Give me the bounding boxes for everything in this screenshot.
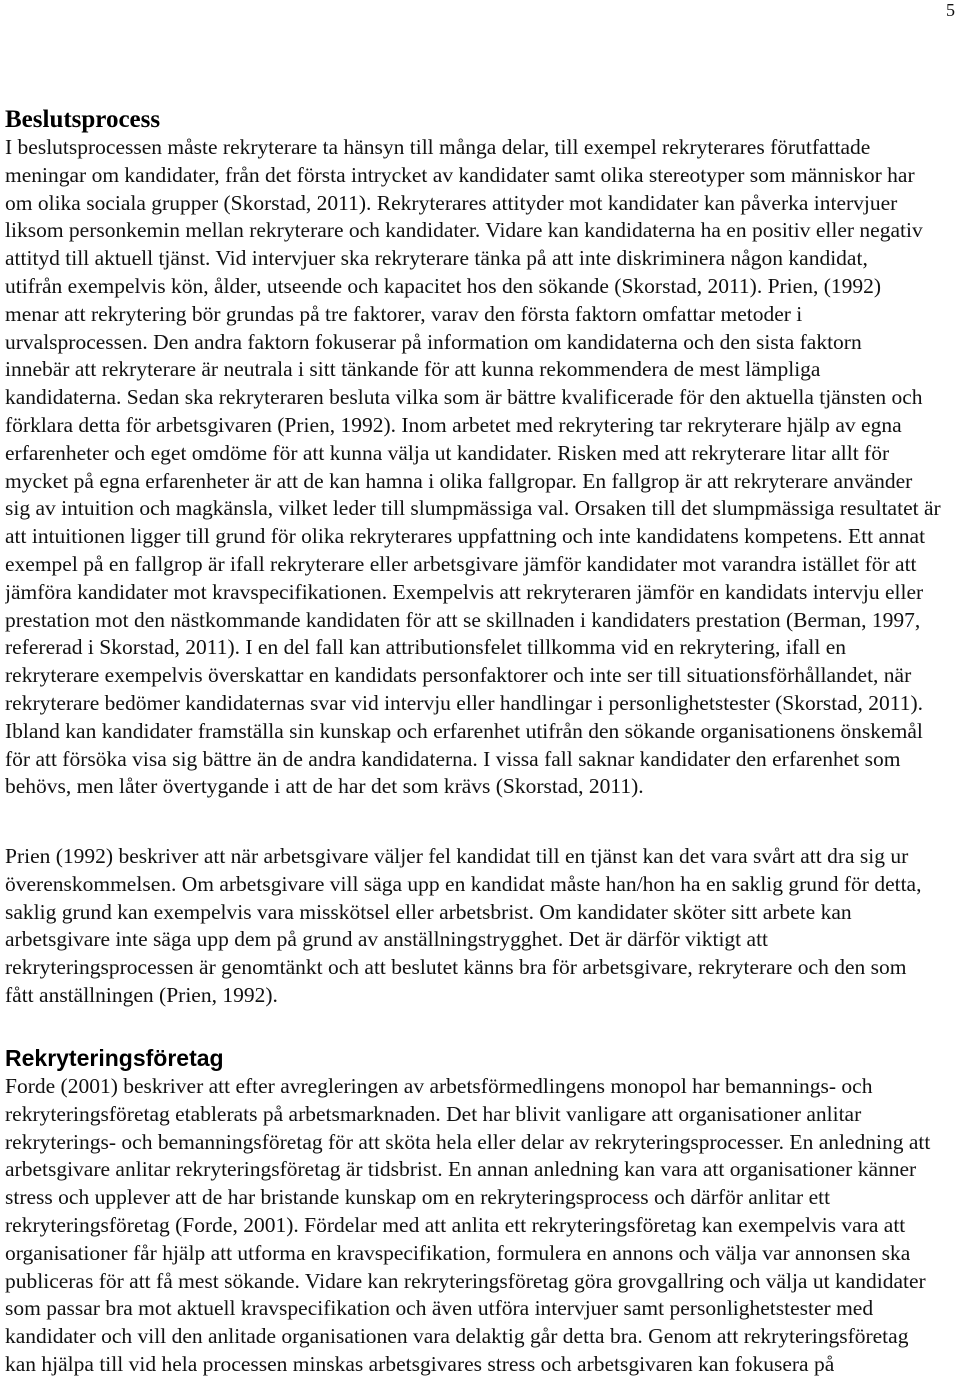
text-line: erfarenheter och eget omdöme för att kunna välja ut kandidater. Risken med att rekryterare litar allt för <box>5 440 890 465</box>
text-line: jämföra kandidater mot kravspecifikationen. Exempelvis att rekryteraren jämför en kandidats intervju eller <box>5 579 924 604</box>
text-line: saklig grund kan exempelvis vara misskötsel eller arbetsbrist. Om kandidater sköter sitt arbete kan <box>5 899 852 924</box>
text-line: attityd till aktuell tjänst. Vid intervjuer ska rekryterare tänka på att inte diskriminera någon kandidat, <box>5 246 868 271</box>
text-line: Forde (2001) beskriver att efter avregleringen av arbetsförmedlingens monopol har bemannings- och <box>5 1074 873 1098</box>
text-line: Prien (1992) beskriver att när arbetsgivare väljer fel kandidat till en tjänst kan det vara svårt att dra sig ur <box>5 844 909 868</box>
text-line: rekryteringsprocessen är genomtänkt och att beslutet känns bra för arbetsgivare, rekryterare och den som <box>5 955 907 980</box>
text-line: arbetsgivare anlitar rekryteringsföretag är tidsbrist. En annan anledning kan vara att organisationer känner <box>5 1157 917 1182</box>
text-line: prestation mot den nästkommande kandidaten för att se skillnaden i kandidaters prestation (Berman, 1997, <box>5 607 921 632</box>
text-line: behövs, men låter övertygande i att de har det som krävs (Skorstad, 2011). <box>5 774 644 799</box>
text-line: rekryterare bedömer kandidaternas svar vid intervju eller handlingar i personlighetstester (Skorstad, 2011). <box>5 690 924 715</box>
text-line: om olika sociala grupper (Skorstad, 2011). Rekryterares attityder mot kandidater kan påverka intervjuer <box>5 190 898 215</box>
paragraph-beslutsprocess-1 <box>5 134 955 801</box>
text-line: stress och upplever att de har bristande kunskap om en rekryteringsprocess och därför anlitar ett <box>5 1185 831 1210</box>
text-line: menar att rekrytering bör grundas på tre faktorer, varav den första faktorn omfattar metoder i <box>5 301 803 326</box>
text-line: publiceras för att få mest sökande. Vidare kan rekryteringsföretag göra grovgallring och välja ut kandidater <box>5 1268 926 1293</box>
text-line: kan hjälpa till vid hela processen minskas arbetsgivares stress och arbetsgivaren kan fokusera på <box>5 1351 835 1376</box>
text-line: Ibland kan kandidater framställa sin kunskap och erfarenhet utifrån den sökande organisationens önskemål <box>5 718 923 743</box>
text-line: för att försöka visa sig bättre än de andra kandidaterna. I vissa fall saknar kandidater den erfarenhet som <box>5 746 901 771</box>
text-line: liksom personkemin mellan rekryterare och kandidater. Vidare kan kandidaterna ha en positiv eller negativ <box>5 218 923 243</box>
page-number: 5 <box>946 0 955 20</box>
text-line: rekryterings- och bemanningsföretag för att sköta hela eller delar av rekryteringsprocesser. En anledning att <box>5 1129 931 1154</box>
text-line: kandidater och vill den anlitade organisationen vara delaktig går detta bra. Genom att rekryteringsföretag <box>5 1324 909 1349</box>
text-line: organisationer får hjälp att utforma en kravspecifikation, formulera en annons och välja var annonsen ska <box>5 1240 911 1265</box>
text-line: att intuitionen ligger till grund för olika rekryterares uppfattning och inte kandidatens kompetens. Ett annat <box>5 524 926 549</box>
section-heading-rekryteringsforetag: Rekryteringsföretag <box>5 1045 224 1071</box>
text-line: meningar om kandidater, från det första intrycket av kandidater samt olika stereotyper som människor har <box>5 162 915 187</box>
paragraph-beslutsprocess-2 <box>5 843 955 1010</box>
section-heading-beslutsprocess: Beslutsprocess <box>5 106 161 133</box>
text-line: exempel på en fallgrop är ifall rekryterare eller arbetsgivare jämför kandidater mot varandra istället för att <box>5 551 917 576</box>
text-line: rekryteringsföretag (Forde, 2001). Fördelar med att anlita ett rekryteringsföretag kan exempelvis vara att <box>5 1212 906 1237</box>
paragraph-rekryteringsforetag-1 <box>5 1073 955 1379</box>
text-line: fått anställningen (Prien, 1992). <box>5 982 278 1007</box>
text-line: I beslutsprocessen måste rekryterare ta hänsyn till många delar, till exempel rekryterares förutfattade <box>5 135 871 159</box>
text-line: som passar bra mot aktuell kravspecifikation och även utföra intervjuer samt personlighetstester med <box>5 1296 874 1321</box>
text-line: urvalsprocessen. Den andra faktorn fokuserar på information om kandidaterna och den sista faktorn <box>5 329 862 354</box>
text-line: innebär att rekryterare är neutrala i sitt tänkande för att kunna rekommendera de mest lämpliga <box>5 357 821 382</box>
text-line: kandidaterna. Sedan ska rekryteraren besluta vilka som är bättre kvalificerade för den aktuella tjänsten och <box>5 385 923 410</box>
text-line: sig av intuition och magkänsla, vilket leder till slumpmässiga val. Orsaken till det slumpmässiga resultatet är <box>5 496 941 521</box>
text-line: rekryterare exempelvis överskattar en kandidats personfaktorer och inte ser till situationsförhållandet, när <box>5 663 912 688</box>
text-line: rekryteringsföretag etablerats på arbetsmarknaden. Det har blivit vanligare att organisationer anlitar <box>5 1101 862 1126</box>
text-line: utifrån exempelvis kön, ålder, utseende och kapacitet hos den sökande (Skorstad, 2011). Prien, (1992) <box>5 273 882 298</box>
text-line: förklara detta för arbetsgivaren (Prien, 1992). Inom arbetet med rekrytering tar rekryterare hjälp av egna <box>5 412 902 437</box>
text-line: refererad i Skorstad, 2011). I en del fall kan attributionsfelet tillkomma vid en rekrytering, ifall en <box>5 635 847 660</box>
text-line: mycket på egna erfarenheter är att de kan hamna i olika fallgropar. En fallgrop är att rekryterare använder <box>5 468 913 493</box>
text-line: överenskommelsen. Om arbetsgivare vill säga upp en kandidat måste han/hon ha en saklig grund för detta, <box>5 871 922 896</box>
text-line: arbetsgivare inte säga upp dem på grund av anställningstrygghet. Det är därför viktigt att <box>5 927 769 952</box>
